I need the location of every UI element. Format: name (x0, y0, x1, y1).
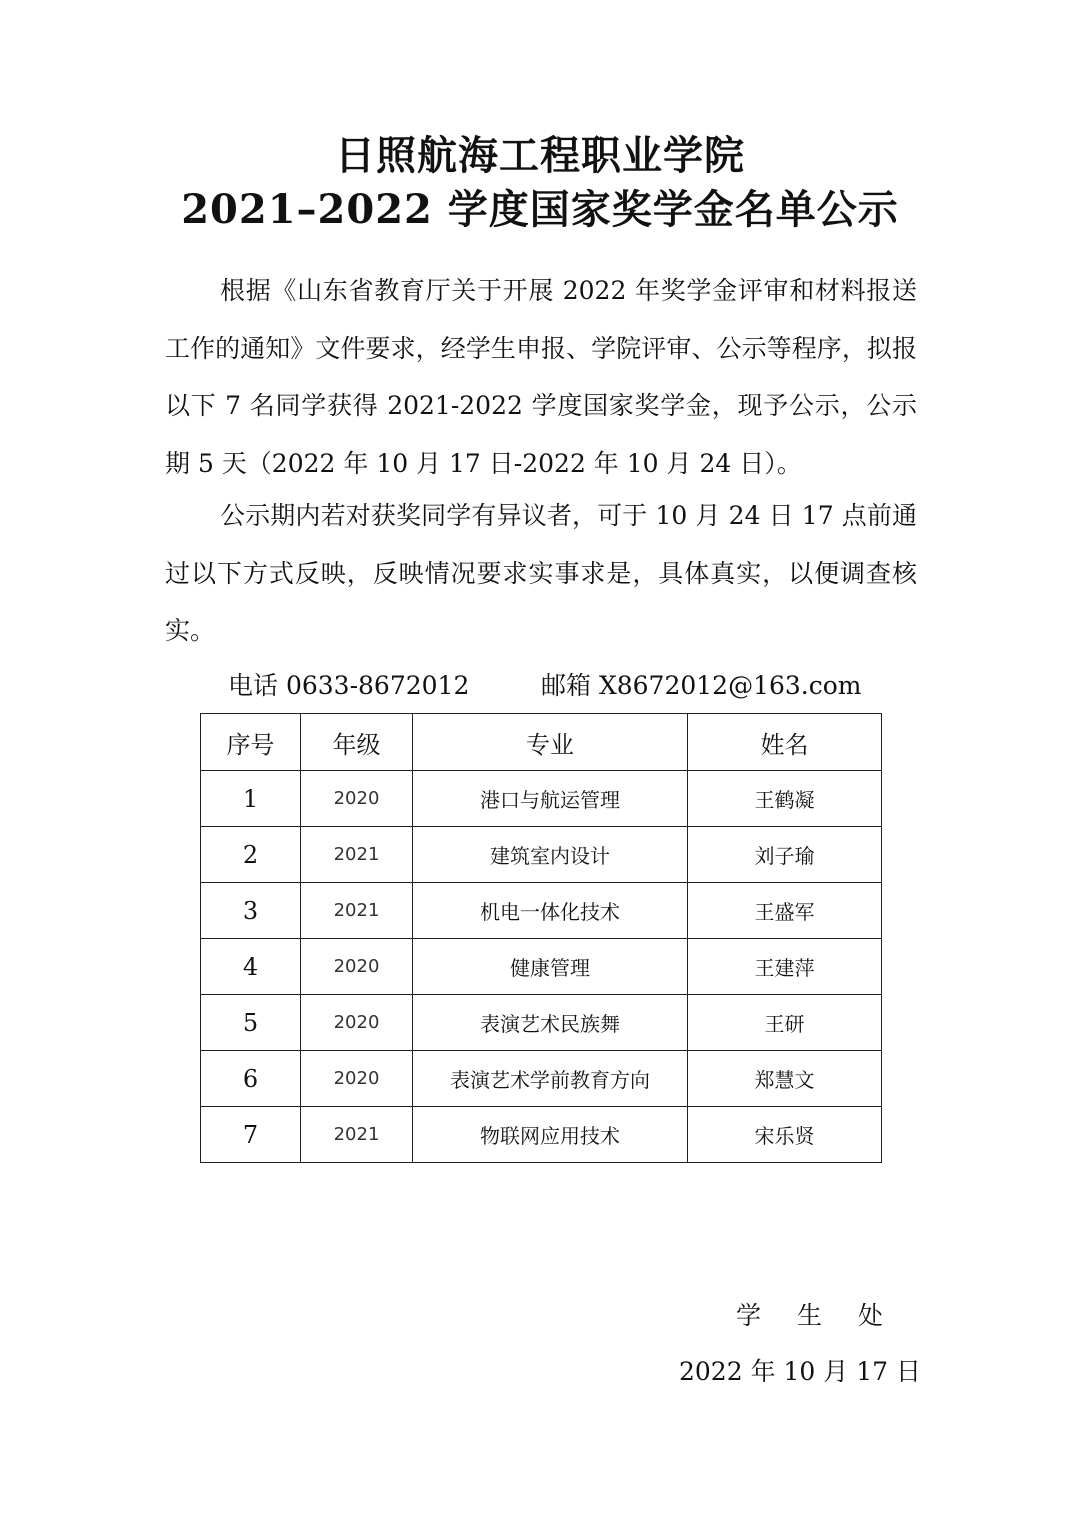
cell-major: 表演艺术学前教育方向 (413, 1051, 688, 1107)
table-row (201, 1051, 882, 1107)
cell-name: 郑慧文 (688, 1051, 882, 1107)
cell-grade: 2020 (301, 1051, 413, 1107)
cell-name: 王盛军 (688, 883, 882, 939)
cell-name: 王建萍 (688, 939, 882, 995)
header-major: 专业 (413, 714, 688, 771)
cell-no: 4 (201, 939, 301, 995)
table-row (201, 771, 882, 827)
cell-major: 物联网应用技术 (413, 1107, 688, 1163)
document-title-school: 日照航海工程职业学院 (335, 132, 745, 179)
table-row (201, 1107, 882, 1163)
cell-major: 机电一体化技术 (413, 883, 688, 939)
cell-grade: 2020 (301, 939, 413, 995)
issuing-office: 学 生 处 (736, 1301, 897, 1330)
cell-no: 3 (201, 883, 301, 939)
cell-no: 2 (201, 827, 301, 883)
table-row (201, 995, 882, 1051)
cell-grade: 2021 (301, 883, 413, 939)
cell-grade: 2020 (301, 771, 413, 827)
cell-name: 刘子瑜 (688, 827, 882, 883)
paragraph-basis: 根据《山东省教育厅关于开展 2022 年奖学金评审和材料报送工作的通知》文件要求，经学生申报、学院评审、公示等程序，拟报以下 7 名同学获得 2021-2022 学度国家奖学金，现予公示，公示期 5 天（2022 年 10 月 17 日-2022 年 10 月 24 日）。 (165, 276, 917, 478)
table-row (201, 827, 882, 883)
cell-major: 港口与航运管理 (413, 771, 688, 827)
cell-name: 王研 (688, 995, 882, 1051)
scholarship-table (200, 713, 882, 1163)
cell-no: 6 (201, 1051, 301, 1107)
cell-grade: 2021 (301, 1107, 413, 1163)
table-header-row (201, 714, 882, 771)
cell-grade: 2021 (301, 827, 413, 883)
table-row (201, 939, 882, 995)
cell-name: 王鹤凝 (688, 771, 882, 827)
header-grade: 年级 (301, 714, 413, 771)
cell-major: 表演艺术民族舞 (413, 995, 688, 1051)
cell-no: 1 (201, 771, 301, 827)
cell-grade: 2020 (301, 995, 413, 1051)
contact-email: 邮箱 X8672012@163.com (541, 671, 862, 700)
cell-name: 宋乐贤 (688, 1107, 882, 1163)
cell-no: 5 (201, 995, 301, 1051)
table-row (201, 883, 882, 939)
header-no: 序号 (201, 714, 301, 771)
issue-date: 2022 年 10 月 17 日 (679, 1357, 921, 1386)
cell-major: 建筑室内设计 (413, 827, 688, 883)
cell-major: 健康管理 (413, 939, 688, 995)
paragraph-objection: 公示期内若对获奖同学有异议者，可于 10 月 24 日 17 点前通过以下方式反映，反映情况要求实事求是，具体真实，以便调查核实。 (165, 501, 917, 645)
header-name: 姓名 (688, 714, 882, 771)
cell-no: 7 (201, 1107, 301, 1163)
contact-phone: 电话 0633-8672012 (228, 671, 470, 700)
document-title-notice: 2021–2022 学度国家奖学金名单公示 (181, 186, 899, 233)
